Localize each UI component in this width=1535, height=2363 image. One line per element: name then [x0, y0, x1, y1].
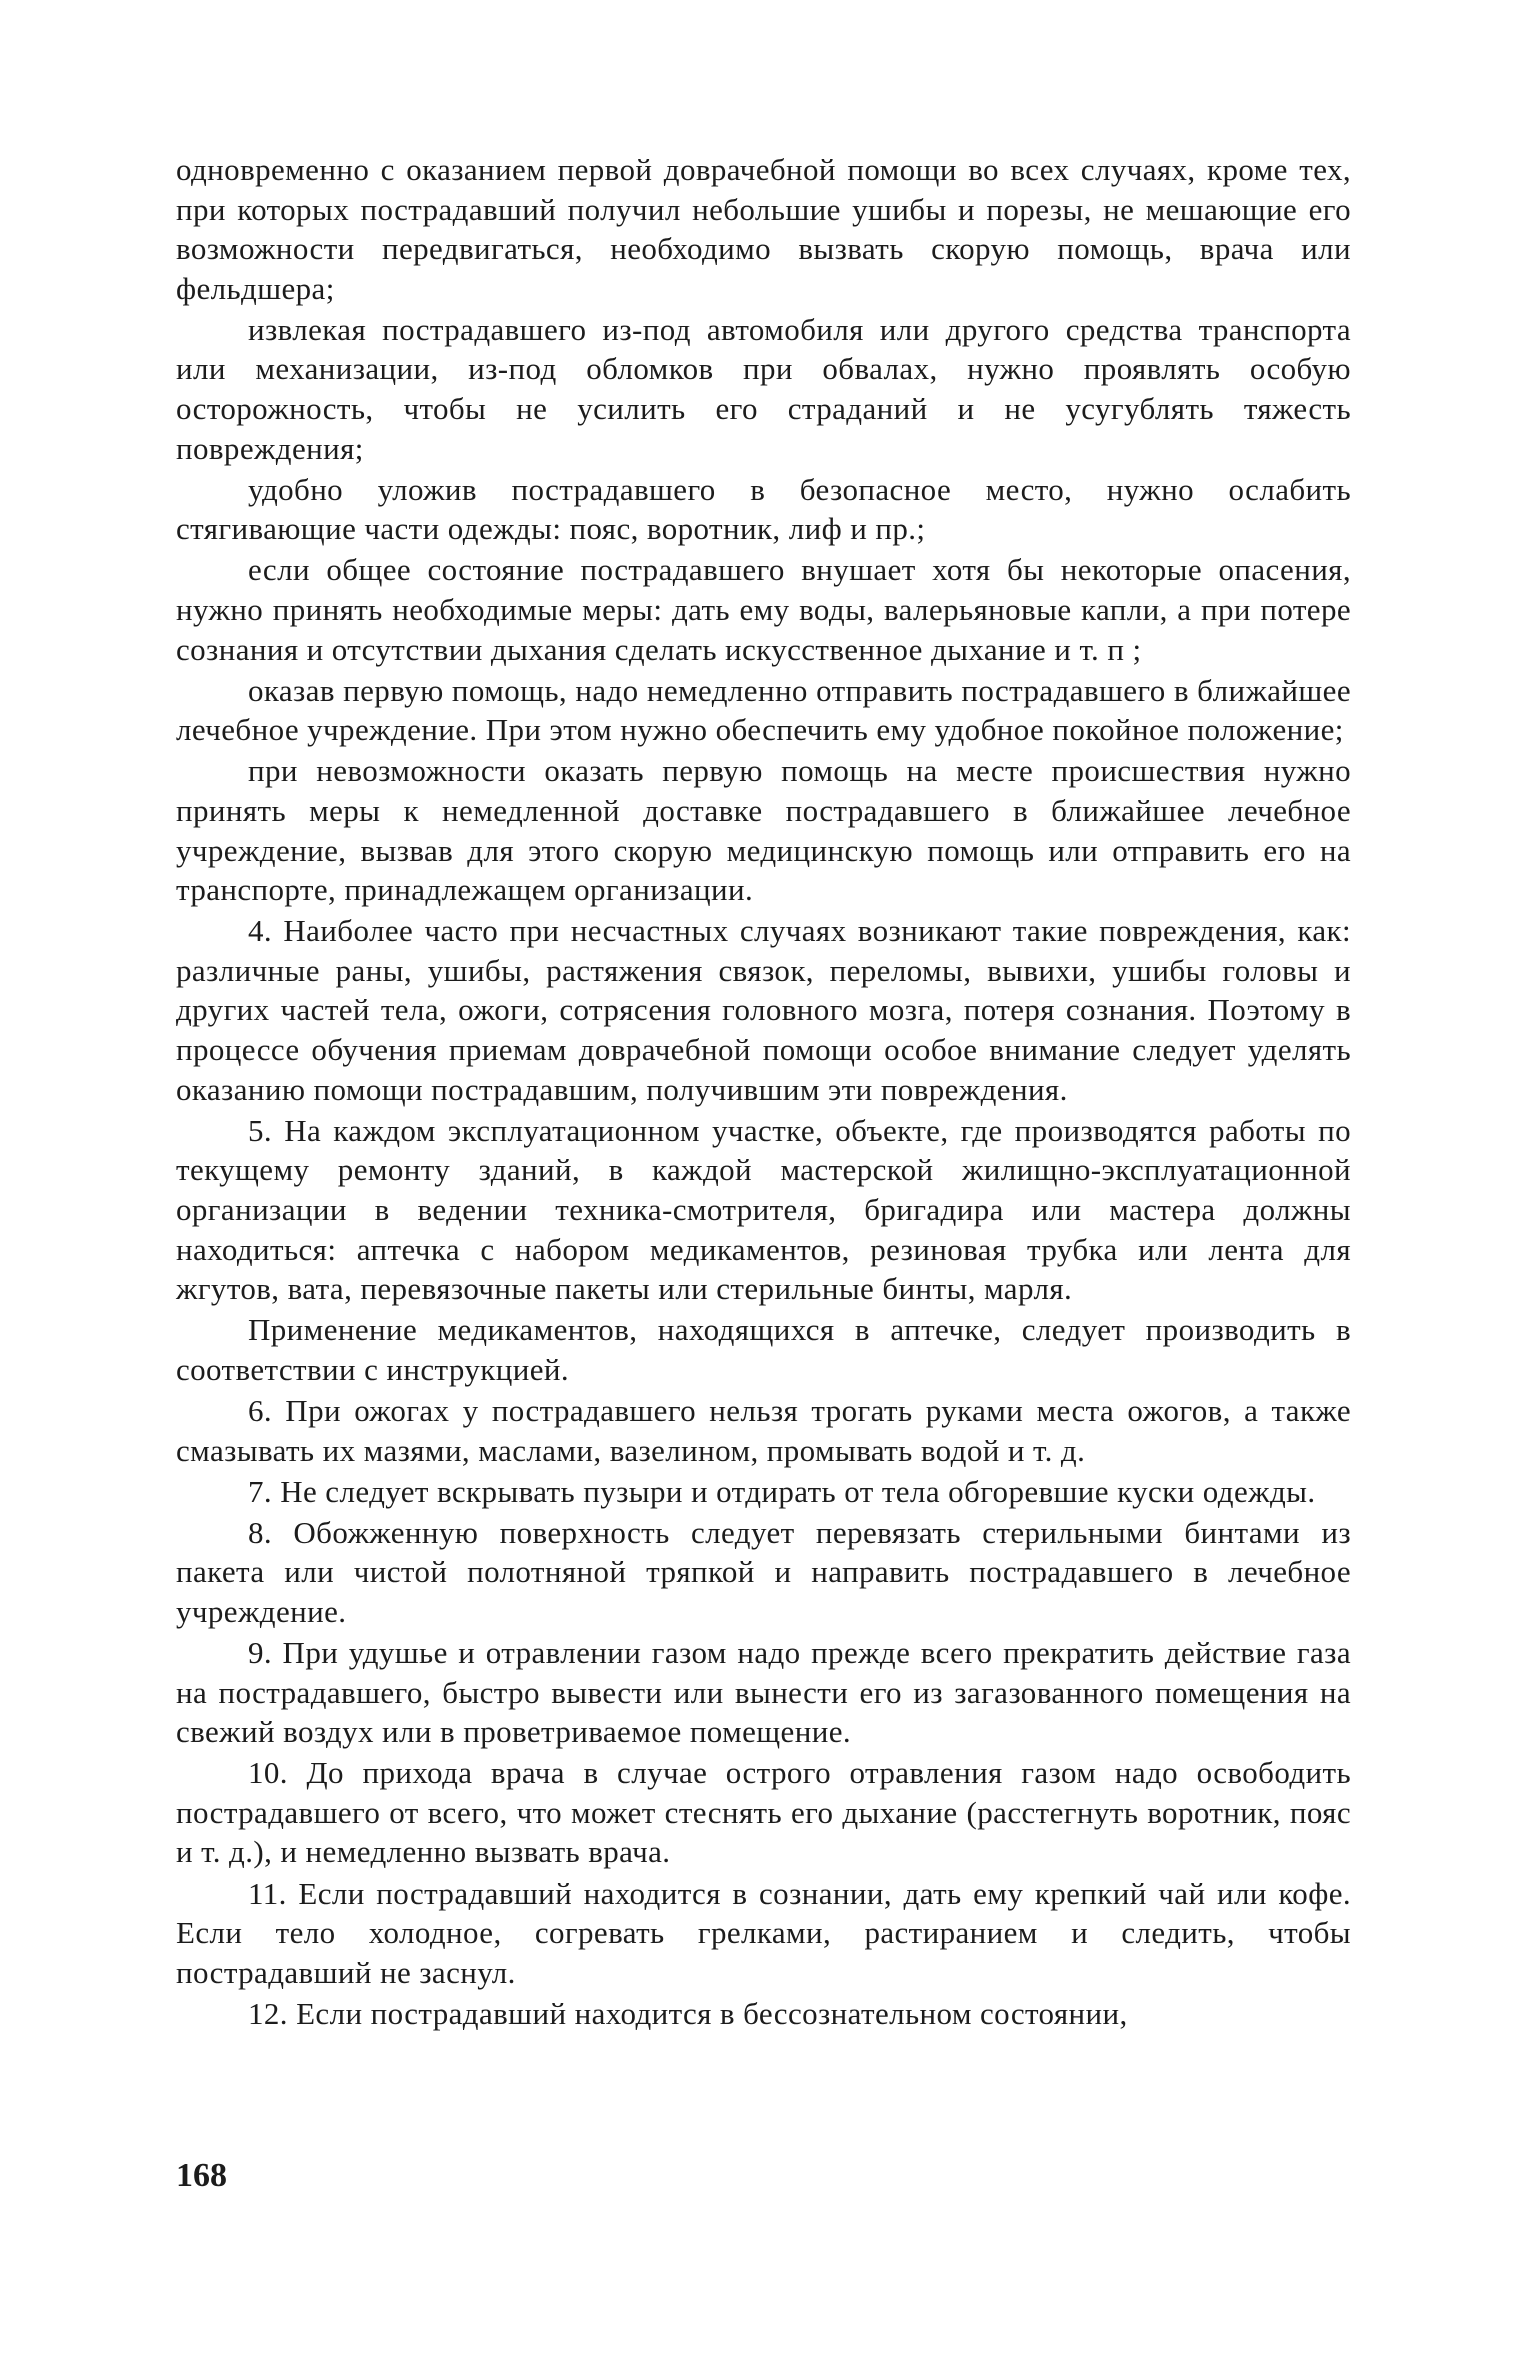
paragraph-item-7: 7. Не следует вскрывать пузыри и отдирать от тела обгоревшие куски одежды. [248, 1473, 1316, 1509]
paragraph-item-4: 4. Наиболее часто при несчастных случаях возникают такие повреждения, как: различные раны, ушибы, растяжения связок, переломы, вывихи, ушибы головы и других частей тела, ожоги, сотрясения головного мозга, потеря сознания. Поэтому в процессе обучения приемам доврачебной помощи особое внимание следует уделять оказанию помощи пострадавшим, получившим эти повреждения. [176, 913, 1351, 1107]
paragraph-item-5: 5. На каждом эксплуатационном участке, объекте, где производятся работы по текущему ремонту зданий, в каждой мастерской жилищно-эксплуатационной организации в ведении техника-смотрителя, бригадира или мастера должны находиться: аптечка с набором медикаментов, резиновая трубка или лента для жгутов, вата, перевязочные пакеты или стерильные бинты, марля. [176, 1112, 1351, 1307]
paragraph: Применение медикаментов, находящихся в аптечке, следует производить в соответствии с инструкцией. [176, 1312, 1351, 1387]
paragraph-item-8: 8. Обожженную поверхность следует перевязать стерильными бинтами из пакета или чистой полотняной тряпкой и направить пострадавшего в лечебное учреждение. [176, 1514, 1351, 1629]
paragraph: одновременно с оказанием первой доврачебной помощи во всех случаях, кроме тех, при которых пострадавший получил небольшие ушибы и порезы, не мешающие его возможности передвигаться, необходимо вызвать скорую помощь, врача или фельдшера; [176, 152, 1351, 306]
paragraph-item-10: 10. До прихода врача в случае острого отравления газом надо освободить пострадавшего от всего, что может стеснять его дыхание (расстегнуть воротник, пояс и т. д.), и немедленно вызвать врача. [176, 1755, 1351, 1870]
paragraph: при невозможности оказать первую помощь на месте происшествия нужно принять меры к немедленной доставке пострадавшего в ближайшее лечебное учреждение, вызвав для этого скорую медицинскую помощь или отправить его на транспорте, принадлежащем организации. [176, 753, 1351, 908]
paragraph-item-9: 9. При удушье и отравлении газом надо прежде всего прекратить действие газа на пострадавшего, быстро вывести или вынести его из загазованного помещения на свежий воздух или в проветриваемое помещение. [176, 1634, 1351, 1750]
paragraph: если общее состояние пострадавшего внушает хотя бы некоторые опасения, нужно принять необходимые меры: дать ему воды, валерьяновые капли, а при потере сознания и отсутствии дыхания сделать искусственное дыхание и т. п ; [176, 552, 1351, 667]
paragraph: оказав первую помощь, надо немедленно отправить пострадавшего в ближайшее лечебное учреждение. При этом нужно обеспечить ему удобное покойное положение; [176, 672, 1351, 748]
paragraph-item-6: 6. При ожогах у пострадавшего нельзя трогать руками места ожогов, а также смазывать их мазями, маслами, вазелином, промывать водой и т. д. [176, 1392, 1351, 1468]
page-text [176, 150, 1351, 2035]
paragraph: удобно уложив пострадавшего в безопасное место, нужно ослабить стягивающие части одежды: пояс, воротник, лиф и пр.; [176, 471, 1351, 547]
paragraph-item-11: 11. Если пострадавший находится в сознании, дать ему крепкий чай или кофе. Если тело холодное, согревать грелками, растиранием и следить, чтобы пострадавший не заснул. [176, 1875, 1351, 1990]
paragraph: извлекая пострадавшего из-под автомобиля или другого средства транспорта или механизации, из-под обломков при обвалах, нужно проявлять особую осторожность, чтобы не усилить его страданий и не усугублять тяжесть повреждения; [176, 311, 1351, 466]
page-number: 168 [176, 2157, 227, 2194]
paragraph-item-12: 12. Если пострадавший находится в бессознательном состоянии, [248, 1995, 1128, 2031]
